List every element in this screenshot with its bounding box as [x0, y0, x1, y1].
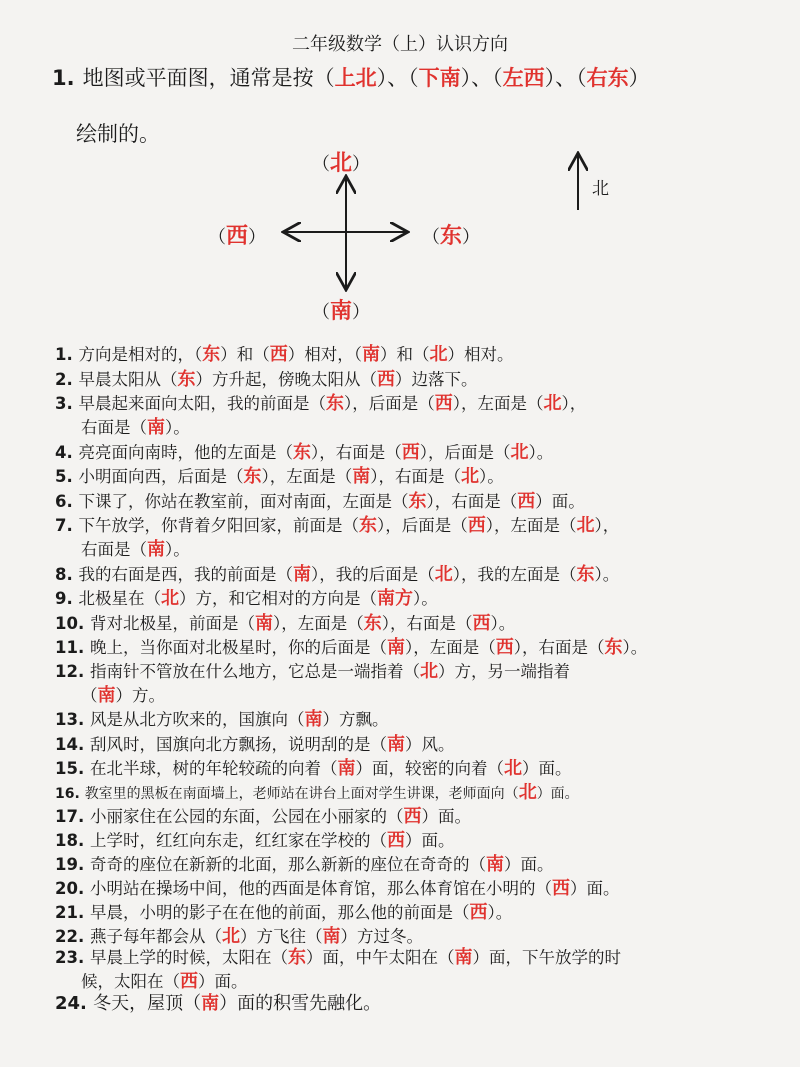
- intro-question: 1. 地图或平面图，通常是按（上北）、（下南）、（左西）、（右东） 绘制的。: [52, 62, 752, 148]
- question-text: ）方，和它相对的方向是（: [179, 589, 377, 608]
- question-text: ），右面是（: [513, 638, 605, 657]
- question-text: ），: [561, 394, 587, 413]
- question-item: [55, 636, 775, 660]
- question-number: 2.: [55, 370, 79, 389]
- question-item: [55, 441, 775, 465]
- question-text: ）和（: [380, 345, 430, 364]
- question-number: 16.: [55, 786, 85, 802]
- question-number: 17.: [55, 807, 90, 826]
- question-text: ）。: [165, 418, 190, 437]
- question-text: ），后面是（: [344, 394, 435, 413]
- answer: 北: [419, 661, 438, 682]
- question-text: 北极星在（: [78, 589, 161, 608]
- question-continuation: [55, 684, 775, 708]
- question-text: ），右面是（: [426, 492, 518, 511]
- question-text: ），: [594, 516, 620, 535]
- answer: 南: [337, 758, 356, 779]
- answer: 南: [386, 734, 405, 755]
- question-text: 早晨起来面向太阳，我的前面是（: [78, 394, 326, 413]
- answer: 北: [576, 515, 595, 536]
- question-text: ）面，下午放学的时: [472, 948, 621, 967]
- question-item: [55, 612, 775, 636]
- question-continuation: [55, 970, 775, 994]
- question-text: ），左面是（: [272, 614, 364, 633]
- answer: 东: [576, 564, 595, 585]
- answer: 东: [326, 393, 344, 414]
- answer: 东: [604, 637, 623, 658]
- question-number: 6.: [55, 492, 79, 511]
- question-item: [55, 901, 775, 925]
- question-item: [55, 757, 775, 781]
- question-text: 右面是（: [81, 540, 147, 559]
- answer: 北: [503, 758, 522, 779]
- answer: 北: [543, 393, 562, 414]
- compass-west-label: （西）: [208, 224, 267, 249]
- answer: 南: [97, 685, 116, 706]
- answer: 西: [269, 344, 288, 365]
- question-number: 22.: [55, 927, 90, 946]
- answer: 南: [293, 564, 311, 585]
- question-item: [55, 829, 775, 853]
- question-text: ）面。: [536, 786, 579, 802]
- intro-number: 1.: [52, 66, 75, 90]
- question-number: 20.: [55, 879, 90, 898]
- question-text: 上学时，红红向东走，红红家在学校的（: [89, 831, 387, 850]
- question-text: 下课了，你站在教室前，面对南面，左面是（: [78, 492, 409, 511]
- answer: 西: [180, 971, 198, 992]
- question-item: [55, 946, 775, 994]
- answer: 西: [551, 878, 570, 899]
- page-title: 二年级数学（上）认识方向: [292, 34, 508, 55]
- question-number: 21.: [55, 903, 90, 922]
- question-text: ），右面是（: [370, 467, 461, 486]
- answer: 北: [510, 442, 529, 463]
- answer: 南: [304, 709, 323, 730]
- question-item: [55, 563, 775, 587]
- question-text: ）。: [413, 589, 438, 608]
- question-text: 教室里的黑板在南面墙上，老师站在讲台上面对学生讲课，老师面向（: [84, 786, 519, 802]
- question-text: ）相对，（: [287, 345, 362, 364]
- question-number: 13.: [55, 710, 90, 729]
- question-text: ）面，较密的向着（: [355, 759, 504, 778]
- question-item: [55, 877, 775, 901]
- question-text: 晚上，当你面对北极星时，你的后面是（: [89, 638, 387, 657]
- answer: 东: [359, 515, 377, 536]
- question-item: [55, 853, 775, 877]
- answer: 北: [518, 782, 537, 803]
- answer: 西: [472, 613, 491, 634]
- question-number: 23.: [55, 948, 90, 967]
- answer-shangbei: 上北: [334, 66, 377, 90]
- answer: 西: [517, 491, 536, 512]
- question-item: [55, 587, 775, 611]
- question-number: 4.: [55, 443, 79, 462]
- question-text: ），后面是（: [377, 516, 468, 535]
- question-number: 3.: [55, 394, 79, 413]
- answer: 西: [403, 806, 422, 827]
- question-continuation: [55, 416, 775, 440]
- question-text: 早晨，小明的影子在在他的前面，那么他的前面是（: [89, 903, 470, 922]
- compass-east-label: （东）: [422, 224, 481, 249]
- question-text: 刮风时，国旗向北方飘扬，说明刮的是（: [89, 735, 387, 754]
- question-text: ），后面是（: [419, 443, 511, 462]
- question-text: ）。: [594, 565, 620, 584]
- answer: 南: [454, 947, 473, 968]
- question-number: 18.: [55, 831, 90, 850]
- answer: 西: [469, 902, 488, 923]
- question-text: ）面的积雪先融化。: [219, 993, 382, 1014]
- question-text: 下午放学，你背着夕阳回家，前面是（: [78, 516, 359, 535]
- answer: 南方: [377, 588, 413, 609]
- question-text: ），我的后面是（: [311, 565, 435, 584]
- answer: 南: [386, 637, 405, 658]
- answer: 东: [202, 344, 221, 365]
- question-text: ）方过冬。: [340, 927, 423, 946]
- question-item: [55, 465, 775, 489]
- answer: 南: [322, 926, 341, 947]
- question-text: ），左面是（: [404, 638, 496, 657]
- question-text: 风是从北方吹来的，国旗向（: [89, 710, 305, 729]
- question-text: ）面。: [421, 807, 471, 826]
- question-item: [55, 392, 775, 440]
- question-text: 小丽家住在公园的东面，公园在小丽家的（: [89, 807, 404, 826]
- question-text: ）。: [479, 467, 504, 486]
- question-text: ），我的左面是（: [452, 565, 577, 584]
- question-text: ）相对。: [447, 345, 514, 364]
- answer: 北: [161, 588, 179, 609]
- question-text: ）方，另一端指着: [437, 662, 570, 681]
- question-text: 小明面向西，后面是（: [78, 467, 244, 486]
- question-text: ）面。: [503, 855, 554, 874]
- question-number: 19.: [55, 855, 90, 874]
- answer: 南: [485, 854, 504, 875]
- intro-text-line2: 绘制的。: [76, 122, 160, 146]
- answer: 西: [434, 393, 453, 414]
- answer: 北: [429, 344, 448, 365]
- answer: 南: [147, 417, 165, 438]
- question-number: 5.: [55, 467, 79, 486]
- answer: 北: [221, 926, 240, 947]
- intro-text: 地图或平面图，通常是按（: [82, 66, 335, 90]
- question-number: 11.: [55, 638, 90, 657]
- answer: 北: [461, 466, 479, 487]
- question-text: ）面，中午太阳在（: [305, 948, 455, 967]
- question-number: 10.: [55, 614, 90, 633]
- question-number: 9.: [55, 589, 79, 608]
- question-text: ）面。: [535, 492, 585, 511]
- answer: 西: [377, 369, 395, 390]
- question-continuation: [55, 538, 775, 562]
- answer: 东: [177, 369, 196, 390]
- answer: 东: [243, 466, 262, 487]
- question-text: ）。: [490, 614, 516, 633]
- compass-north-label: （北）: [312, 151, 371, 176]
- question-text: ）面。: [198, 972, 248, 991]
- question-text: ）面。: [569, 879, 620, 898]
- question-text: 早晨上学的时候，太阳在（: [89, 948, 288, 967]
- question-text: ），右面是（: [381, 614, 473, 633]
- question-text: 冬天，屋顶（: [93, 993, 202, 1014]
- answer: 西: [495, 637, 514, 658]
- answer: 东: [293, 442, 311, 463]
- answer: 东: [363, 613, 382, 634]
- question-item: [55, 992, 775, 1016]
- question-text: （: [81, 686, 98, 705]
- question-text: ）面。: [521, 759, 572, 778]
- question-item: [55, 343, 775, 367]
- question-text: 早晨太阳从（: [78, 370, 178, 389]
- question-text: ）面。: [404, 831, 455, 850]
- question-item: [55, 368, 775, 392]
- question-text: ）。: [528, 443, 554, 462]
- question-text: ）。: [165, 540, 190, 559]
- question-item: [55, 708, 775, 732]
- question-number: 15.: [55, 759, 90, 778]
- question-number: 12.: [55, 662, 90, 681]
- question-text: 指南针不管放在什么地方，它总是一端指着（: [89, 662, 420, 681]
- question-text: ）方飞往（: [239, 927, 323, 946]
- compass-diagram: [0, 0, 800, 330]
- question-text: ），左面是（: [485, 516, 577, 535]
- north-indicator-label: 北: [592, 179, 609, 199]
- question-number: 8.: [55, 565, 79, 584]
- question-number: 14.: [55, 735, 90, 754]
- question-text: ）边落下。: [395, 370, 478, 389]
- question-text: 右面是（: [81, 418, 147, 437]
- answer: 南: [147, 539, 165, 560]
- question-text: 亮亮面向南時，他的左面是（: [78, 443, 293, 462]
- question-item: [55, 660, 775, 708]
- question-text: ）方。: [115, 686, 165, 705]
- answer-xianan: 下南: [418, 66, 461, 90]
- question-text: ），左面是（: [261, 467, 353, 486]
- question-text: ）和（: [220, 345, 270, 364]
- question-text: 方向是相对的，（: [78, 345, 203, 364]
- question-text: 燕子每年都会从（: [89, 927, 222, 946]
- question-item: [55, 490, 775, 514]
- question-text: ），左面是（: [452, 394, 544, 413]
- answer: 南: [362, 344, 380, 365]
- answer: 南: [352, 466, 371, 487]
- answer-zuoxi: 左西: [502, 66, 545, 90]
- answer: 南: [201, 993, 220, 1014]
- question-number: 7.: [55, 516, 79, 535]
- question-item: [55, 733, 775, 757]
- answer: 西: [401, 442, 420, 463]
- question-text: 在北半球，树的年轮较疏的向着（: [89, 759, 338, 778]
- question-text: ）。: [487, 903, 513, 922]
- question-text: ）。: [622, 638, 648, 657]
- question-text: ）方飘。: [322, 710, 389, 729]
- question-number: 24.: [55, 993, 94, 1014]
- answer: 北: [434, 564, 453, 585]
- question-text: 我的右面是西，我的前面是（: [78, 565, 293, 584]
- answer-youdong: 右东: [586, 66, 629, 90]
- answer: 东: [287, 947, 306, 968]
- question-item: [55, 514, 775, 562]
- question-text: 奇奇的座位在新新的北面，那么新新的座位在奇奇的（: [89, 855, 486, 874]
- question-text: 候，太阳在（: [81, 972, 180, 991]
- answer: 南: [254, 613, 273, 634]
- answer: 西: [467, 515, 486, 536]
- answer: 东: [408, 491, 427, 512]
- question-text: ），右面是（: [311, 443, 402, 462]
- answer: 西: [386, 830, 405, 851]
- question-text: 背对北极星，前面是（: [89, 614, 255, 633]
- question-item: [55, 805, 775, 829]
- compass-south-label: （南）: [312, 299, 371, 324]
- question-text: 小明站在操场中间，他的西面是体育馆，那么体育馆在小明的（: [89, 879, 552, 898]
- question-number: 1.: [55, 345, 79, 364]
- question-item: [55, 781, 775, 806]
- question-text: ）风。: [404, 735, 455, 754]
- question-text: ）方升起，傍晚太阳从（: [195, 370, 377, 389]
